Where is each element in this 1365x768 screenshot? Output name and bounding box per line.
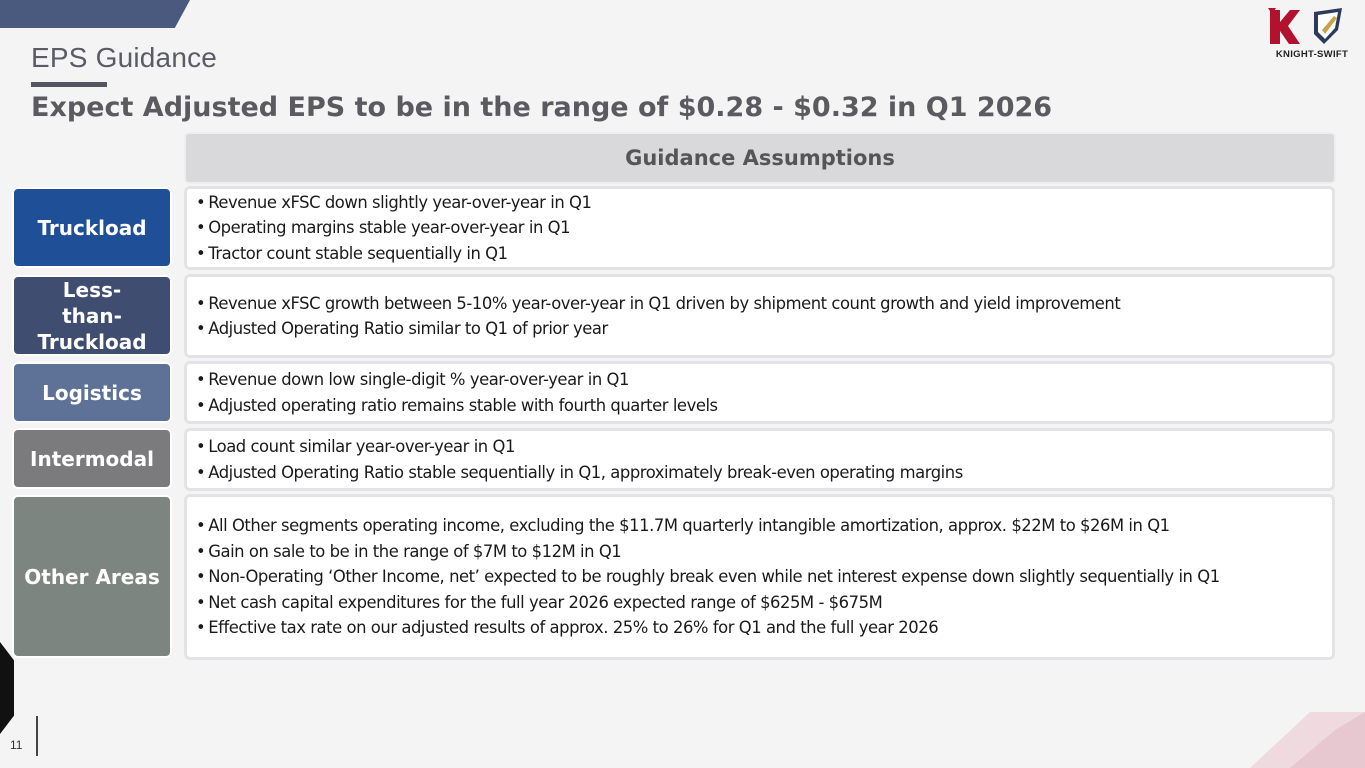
company-logo bbox=[1262, 6, 1362, 64]
guidance-assumptions-header: Guidance Assumptions bbox=[184, 132, 1336, 184]
bullet-item: • Revenue xFSC growth between 5-10% year-over-year in Q1 driven by shipment count growth and yield improvement bbox=[196, 293, 1121, 313]
left-edge-decoration bbox=[0, 642, 14, 734]
segment-box-truckload bbox=[184, 186, 1335, 270]
segment-box-logistics bbox=[184, 361, 1335, 424]
bullet-item: • Revenue xFSC down slightly year-over-year in Q1 bbox=[196, 192, 592, 212]
bullet-item: • All Other segments operating income, excluding the $11.7M quarterly intangible amortization, approx. $22M to $26M in Q1 bbox=[196, 516, 1170, 536]
corner-decoration bbox=[1250, 712, 1365, 768]
bullet-item: • Adjusted Operating Ratio stable sequentially in Q1, approximately break-even operating margins bbox=[196, 462, 963, 482]
bullet-item: • Adjusted Operating Ratio similar to Q1 of prior year bbox=[196, 319, 608, 338]
bullet-item: • Effective tax rate on our adjusted results of approx. 25% to 26% for Q1 and the full year 2026 bbox=[196, 618, 939, 638]
segment-label-logistics: Logistics bbox=[12, 362, 172, 423]
segment-label-ltl: Less-than-Truckload bbox=[12, 275, 172, 356]
title-underline bbox=[31, 82, 107, 87]
logo-wordmark: KNIGHT-SWIFT bbox=[1275, 49, 1349, 60]
bullet-item: • Gain on sale to be in the range of $7M to $12M in Q1 bbox=[196, 541, 622, 561]
segment-label-intermodal: Intermodal bbox=[12, 428, 172, 489]
page-headline: Expect Adjusted EPS to be in the range of $0.28 - $0.32 in Q1 2026 bbox=[31, 92, 1053, 123]
segment-label-truckload: Truckload bbox=[12, 187, 172, 268]
bullet-item: • Tractor count stable sequentially in Q1 bbox=[196, 243, 508, 263]
bullet-item: • Revenue down low single-digit % year-over-year in Q1 bbox=[196, 370, 629, 389]
segment-label-other-areas: Other Areas bbox=[12, 495, 172, 658]
page-number: 11 bbox=[10, 738, 23, 752]
knight-swift-logo-icon bbox=[1262, 6, 1362, 48]
bullet-item: • Non-Operating ‘Other Income, net’ expected to be roughly break even while net interest expense down slightly sequentially in Q1 bbox=[196, 567, 1220, 587]
segment-box-intermodal bbox=[184, 428, 1335, 491]
bullet-item: • Load count similar year-over-year in Q1 bbox=[196, 437, 515, 456]
segment-box-ltl bbox=[184, 274, 1335, 358]
top-accent-band bbox=[0, 0, 190, 28]
page-title: EPS Guidance bbox=[31, 42, 218, 73]
bullet-item: • Net cash capital expenditures for the full year 2026 expected range of $625M - $675M bbox=[196, 592, 883, 612]
segment-box-other-areas bbox=[184, 494, 1335, 660]
bullet-item: • Adjusted operating ratio remains stable with fourth quarter levels bbox=[196, 395, 718, 415]
page-number-divider bbox=[36, 716, 38, 756]
bullet-item: • Operating margins stable year-over-year in Q1 bbox=[196, 218, 571, 238]
